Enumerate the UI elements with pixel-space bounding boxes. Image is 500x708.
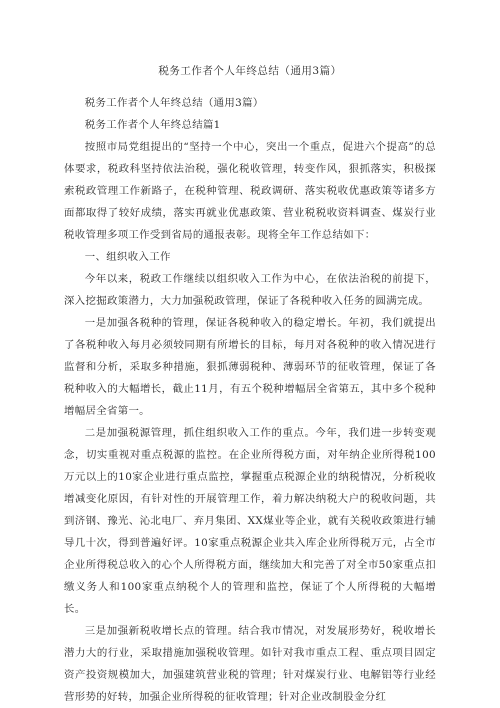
- paragraph: 一是加强各税种的管理，保证各税种收入的稳定增长。年初，我们就提出了各税种收入每月必须较同期有所增长的目标，每月对各税种的收入情况进行监督和分析，采取多种措施，狠抓薄弱税种、薄弱环节的征收管理，保证了各税种收入的大幅增长，截止11月，有五个税种增幅居全省第五，其中多个税种增幅居全省第一。: [64, 317, 436, 417]
- heading-organize-revenue: 一、组织收入工作: [84, 251, 171, 263]
- subtitle: 税务工作者个人年终总结（通用3篇）: [84, 97, 264, 109]
- document-title: 税务工作者个人年终总结（通用3篇）: [158, 65, 342, 77]
- document-body: [64, 92, 436, 708]
- section-title: 税务工作者个人年终总结篇1: [84, 119, 221, 131]
- paragraph: 今年以来，税政工作继续以组织收入工作为中心，在依法治税的前提下，深入挖掘政策潜力，大力加强税政管理，保证了各税种收入任务的圆满完成。: [64, 273, 436, 307]
- paragraph: 按照市局党组提出的“坚持一个中心，突出一个重点，促进六个提高”的总体要求，税政科坚持依法治税，强化税收管理，转变作风，狠抓落实，积极探索税政管理工作新路子，在税种管理、税政调研、落实税收优惠政策等诸多方面都取得了较好成绩，落实再就业优惠政策、营业税税收资料调查、煤炭行业税收管理多项工作受到省局的通报表彰。现将全年工作总结如下：: [64, 141, 436, 241]
- paragraph: 二是加强税源管理，抓住组织收入工作的重点。今年，我们进一步转变观念，切实重视对重点税源的监控。在企业所得税方面，对年纳企业所得税100万元以上的10家企业进行重点监控，掌握重点税源企业的纳税情况，分析税收增减变化原因，有针对性的开展管理工作，着力解决纳税大户的税收问题，共到济钢、豫光、沁北电厂、弃月集团、XX煤业等企业，就有关税收政策进行辅导几十次，得到普遍好评。10家重点税源企业共入库企业所得税万元，占全市企业所得税总收入的心个人所得税方面，继续加大和完善了对全市50家重点扣缴义务人和100家重点纳税个人的管理和监控，保证了个人所得税的大幅增长。: [64, 427, 436, 615]
- paragraph: 三是加强新税收增长点的管理。结合我市情况，对发展形势好，税收增长潜力大的行业，采取措施加强税收管理。如针对我市重点工程、重点项目固定资产投资规模加大，加强建筑营业税的管理；针对煤炭行业、电解铝等行业经营形势的好转，加强企业所得税的征收管理；针对企业改制股金分红: [64, 625, 436, 703]
